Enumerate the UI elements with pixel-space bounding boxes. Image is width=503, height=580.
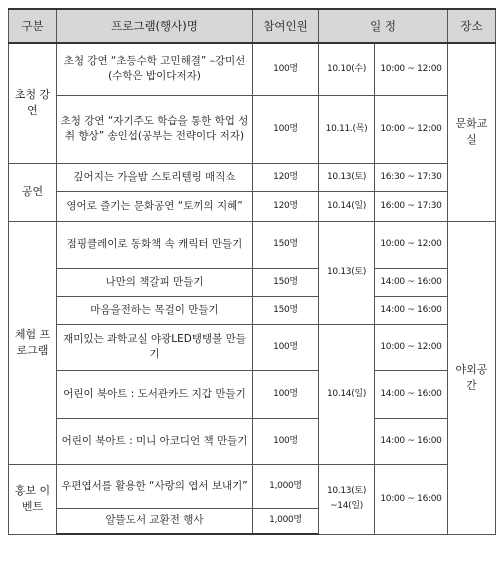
participants-count: 100명 (253, 324, 319, 370)
program-name: 깊어지는 가을밤 스토리텔링 매직쇼 (57, 163, 253, 191)
category-experience: 체험 프로그램 (9, 221, 57, 464)
participants-count: 1,000명 (253, 508, 319, 534)
event-time: 10:00 ~ 12:00 (375, 221, 448, 268)
program-name: 알뜰도서 교환전 행사 (57, 508, 253, 534)
category-lecture: 초청 강연 (9, 43, 57, 163)
participants-count: 150명 (253, 296, 319, 324)
participants-count: 100명 (253, 95, 319, 163)
program-name: 초청 강연 “자기주도 학습을 통한 학업 성취 향상” 송인섭(공부는 전략이다 저자) (57, 95, 253, 163)
place-culture-room: 문화교실 (448, 43, 496, 221)
participants-count: 100명 (253, 418, 319, 464)
event-date: 10.14(일) (319, 191, 375, 221)
event-time: 16:00 ~ 17:30 (375, 191, 448, 221)
header-row (9, 9, 496, 43)
event-time: 10:00 ~ 12:00 (375, 95, 448, 163)
event-date: 10.10(수) (319, 43, 375, 95)
event-time: 10:00 ~ 12:00 (375, 324, 448, 370)
event-time: 14:00 ~ 16:00 (375, 296, 448, 324)
program-name: 초청 강연 “초등수학 고민해결” –강미선(수학은 밥이다저자) (57, 43, 253, 95)
event-date-merged: 10.13(토) (319, 221, 375, 324)
table-row (9, 43, 496, 95)
event-date: 10.13(토) (319, 163, 375, 191)
program-name: 어린이 북아트 : 미니 아코디언 책 만들기 (57, 418, 253, 464)
table-row (9, 163, 496, 191)
table-row (9, 296, 496, 324)
event-schedule-table (8, 8, 496, 535)
program-name: 점핑클레이로 동화책 속 캐릭터 만들기 (57, 221, 253, 268)
table-row (9, 191, 496, 221)
header-program: 프로그램(행사)명 (57, 9, 253, 43)
event-time: 16:30 ~ 17:30 (375, 163, 448, 191)
table-row (9, 418, 496, 464)
event-time: 10:00 ~ 12:00 (375, 43, 448, 95)
table-row (9, 268, 496, 296)
table-row (9, 95, 496, 163)
event-date: 10.11.(목) (319, 95, 375, 163)
table-row (9, 221, 496, 268)
header-place: 장소 (448, 9, 496, 43)
participants-count: 100명 (253, 370, 319, 418)
program-name: 나만의 책갈피 만들기 (57, 268, 253, 296)
header-schedule: 일 정 (319, 9, 448, 43)
schedule-table-wrapper (8, 8, 495, 535)
place-outdoor: 야외공간 (448, 221, 496, 534)
event-date-merged: 10.14(일) (319, 324, 375, 464)
event-time: 14:00 ~ 16:00 (375, 418, 448, 464)
program-name: 어린이 북아트 : 도서관카드 지갑 만들기 (57, 370, 253, 418)
table-row (9, 464, 496, 508)
event-time-merged: 10:00 ~ 16:00 (375, 464, 448, 534)
header-category: 구분 (9, 9, 57, 43)
category-performance: 공연 (9, 163, 57, 221)
participants-count: 120명 (253, 191, 319, 221)
participants-count: 150명 (253, 268, 319, 296)
program-name: 우편엽서를 활용한 “사랑의 엽서 보내기” (57, 464, 253, 508)
table-row (9, 324, 496, 370)
event-time: 14:00 ~ 16:00 (375, 370, 448, 418)
participants-count: 1,000명 (253, 464, 319, 508)
participants-count: 150명 (253, 221, 319, 268)
program-name: 마음을전하는 목걸이 만들기 (57, 296, 253, 324)
participants-count: 100명 (253, 43, 319, 95)
category-promotion: 홍보 이벤트 (9, 464, 57, 534)
event-date-merged: 10.13(토) ~14(일) (319, 464, 375, 534)
program-name: 영어로 즐기는 문화공연 “토끼의 지혜” (57, 191, 253, 221)
table-row (9, 370, 496, 418)
header-participants: 참여인원 (253, 9, 319, 43)
participants-count: 120명 (253, 163, 319, 191)
event-time: 14:00 ~ 16:00 (375, 268, 448, 296)
program-name: 재미있는 과학교실 야광LED탱탱볼 만들기 (57, 324, 253, 370)
